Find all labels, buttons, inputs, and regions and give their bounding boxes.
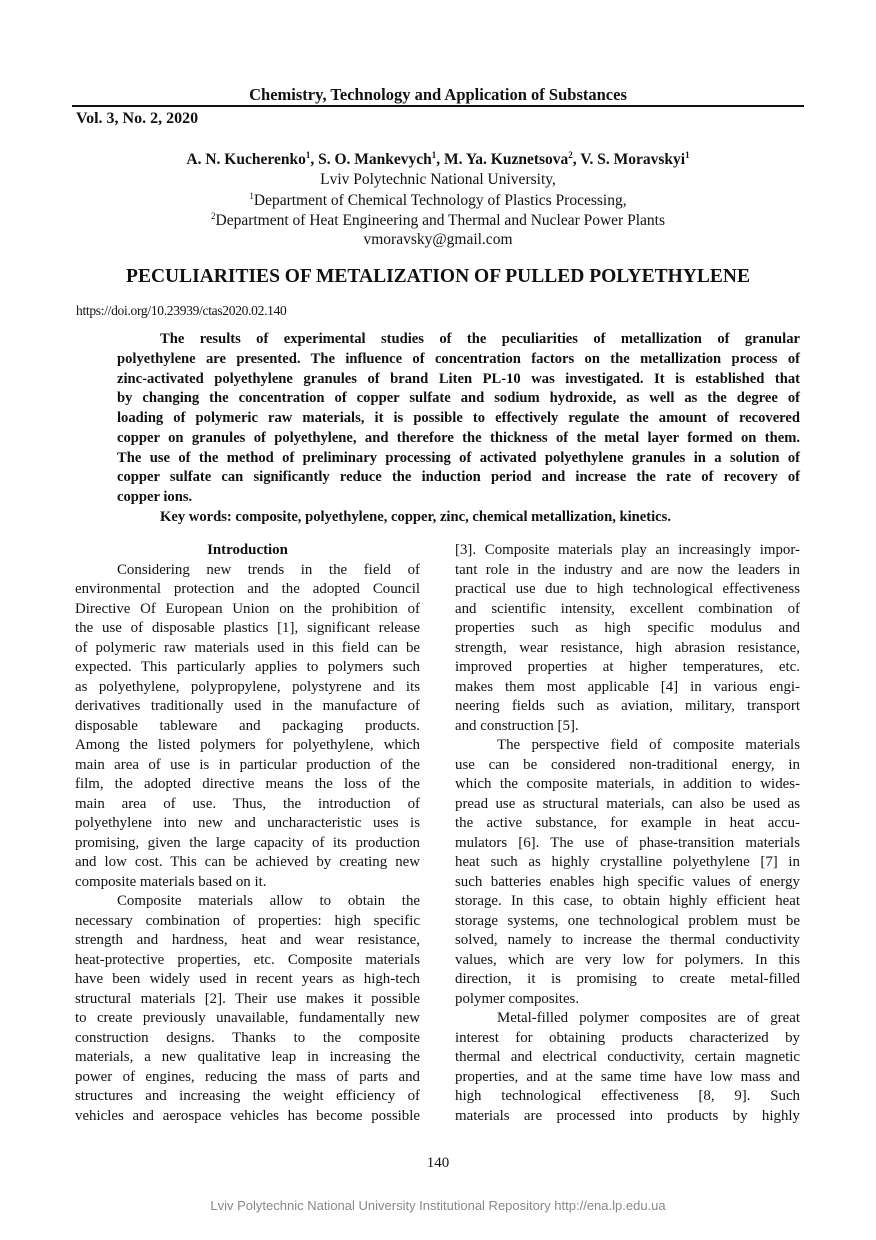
abstract-line: copper on granules of polyethylene, and therefore the thickness of the metal layer formed on them. xyxy=(117,429,800,446)
paragraph-line: mulators [6]. The use of phase-transition materials xyxy=(455,834,800,851)
paragraph-line: neering fields such as aviation, military, transport xyxy=(455,698,800,714)
paragraph-line: storage systems, one technological problem must be xyxy=(455,912,800,929)
paragraph-line: composite materials based on it. xyxy=(75,873,267,890)
paragraph-line: environmental protection and the adopted Council xyxy=(75,581,420,597)
affiliation-mark: 1 xyxy=(305,150,311,160)
paragraph-line: of polymeric raw materials used in this field can be xyxy=(75,639,420,656)
paragraph-line: high technological effectiveness [8, 9]. Such xyxy=(455,1088,800,1104)
paragraph-line: main area of use. Thus, the introduction of xyxy=(75,795,420,812)
department-2-text: Department of Heat Engineering and Thermal and Nuclear Power Plants xyxy=(215,212,665,230)
paragraph-line: materials are processed into products by highly xyxy=(455,1107,800,1124)
paragraph-line: [3]. Composite materials play an increasingly impor- xyxy=(455,542,800,558)
paragraph-line: derivatives traditionally used in the manufacture of xyxy=(75,698,420,714)
paragraph-line: values, which are very low for polymers. In this xyxy=(455,951,800,968)
abstract-line: loading of polymeric raw materials, it is possible to effectively regulate the amount of recovered xyxy=(117,410,800,426)
paragraph-line: such batteries enables high specific values of energy xyxy=(455,873,800,890)
paragraph-line: heat such as highly crystalline polyethylene [7] in xyxy=(455,854,800,870)
paragraph-line: the use of disposable plastics [1], significant release xyxy=(75,620,420,636)
abstract-line: by changing the concentration of copper sulfate and sodium hydroxide, as well as the degree of xyxy=(117,390,800,407)
paragraph-line: thermal and electrical conductivity, certain magnetic xyxy=(455,1049,800,1065)
paragraph-line: direction, it is promising to create metal-filled xyxy=(455,971,800,987)
email[interactable]: vmoravsky@gmail.com xyxy=(363,231,513,248)
paragraph-line: main area of use is in particular production of the xyxy=(75,756,420,773)
department-1 xyxy=(0,191,876,210)
paragraph-line: and construction [5]. xyxy=(455,717,579,734)
paragraph-line: strength, wear resistance, high abrasion resistance, xyxy=(455,639,800,656)
volume-info: Vol. 3, No. 2, 2020 xyxy=(76,110,199,127)
paragraph-line: the active substance, for example in heat accu- xyxy=(455,815,800,831)
doi-link[interactable]: https://doi.org/10.23939/ctas2020.02.140 xyxy=(76,303,287,318)
affiliation-mark: 2 xyxy=(211,211,216,221)
affiliation-mark: 2 xyxy=(568,150,573,160)
keywords: Key words: composite, polyethylene, copper, zinc, chemical metallization, kinetics. xyxy=(160,509,671,525)
paragraph-line: solved, namely to increase the thermal conductivity xyxy=(455,932,800,948)
paragraph-line: properties such as high specific modulus and xyxy=(455,620,800,636)
paragraph-line: Considering new trends in the field of xyxy=(117,561,420,578)
paragraph-line: and scientific intensity, excellent combination of xyxy=(455,600,800,617)
paragraph-line: improved properties at higher temperatures, etc. xyxy=(455,659,800,675)
abstract-line: copper ions. xyxy=(117,489,193,505)
paragraph-line: disposable tableware and packaging products. xyxy=(75,717,420,734)
department-2 xyxy=(0,211,876,230)
abstract-line: The use of the method of preliminary processing of activated polyethylene granules in a solution of xyxy=(117,449,800,466)
paragraph-line: pread use as structural materials, can also be used as xyxy=(455,795,800,812)
paragraph-line: film, the adopted directive means the loss of the xyxy=(75,776,420,792)
abstract-line: The results of experimental studies of the peculiarities of metallization of granular xyxy=(160,331,800,347)
section-heading: Introduction xyxy=(207,542,288,558)
author: V. S. Moravskyi xyxy=(580,151,686,169)
paragraph-line: storage. In this case, to obtain highly efficient heat xyxy=(455,893,800,909)
paragraph-line: vehicles and aerospace vehicles has become possible xyxy=(75,1107,420,1124)
paragraph-line: Directive Of European Union on the prohibition of xyxy=(75,600,420,617)
journal-title: Chemistry, Technology and Application of Substances xyxy=(249,85,627,104)
paragraph-line: makes them most applicable [4] in various engi- xyxy=(455,678,800,695)
paragraph-line: use can be considered non-traditional energy, in xyxy=(455,756,800,773)
author: A. N. Kucherenko xyxy=(186,151,306,169)
paragraph-line: which the composite materials, in addition to wides- xyxy=(455,776,800,792)
paragraph-line: strength and hardness, heat and wear resistance, xyxy=(75,932,420,948)
abstract-line: copper sulfate can significantly reduce the induction period and increase the rate of recovery of xyxy=(117,469,800,486)
university: Lviv Polytechnic National University, xyxy=(320,171,556,188)
paragraph-line: Composite materials allow to obtain the xyxy=(117,893,420,909)
paragraph-line: materials, a new qualitative leap in increasing the xyxy=(75,1049,420,1065)
paragraph-line: The perspective field of composite materials xyxy=(497,737,800,753)
affiliation-mark: 1 xyxy=(249,191,254,201)
paragraph-line: interest for obtaining products characterized by xyxy=(455,1029,800,1046)
paragraph-line: structural materials [2]. Their use makes it possible xyxy=(75,990,420,1007)
author: M. Ya. Kuznetsova xyxy=(444,151,569,169)
paragraph-line: heat-protective properties, etc. Composite materials xyxy=(75,951,420,968)
affiliation-mark: 1 xyxy=(685,150,690,160)
paragraph-line: power of engines, reducing the mass of parts and xyxy=(75,1068,420,1085)
paragraph-line: properties, and at the same time have low mass and xyxy=(455,1068,800,1085)
page-number: 140 xyxy=(426,1155,450,1171)
affiliation-mark: 1 xyxy=(431,150,437,160)
paragraph-line: to create previously unavailable, fundamentally new xyxy=(75,1010,420,1026)
paragraph-line: and low cost. This can be achieved by creating new xyxy=(75,854,420,870)
paragraph-line: practical use due to high technological effectiveness xyxy=(455,581,800,597)
paragraph-line: necessary combination of properties: high specific xyxy=(75,912,420,929)
abstract-line: zinc-activated polyethylene granules of brand Liten PL-10 was investigated. It is established that xyxy=(117,370,800,387)
abstract-line: polyethylene are presented. The influence of concentration factors on the metallization process of xyxy=(117,350,800,367)
paper-title: PECULIARITIES OF METALIZATION OF PULLED POLYETHYLENE xyxy=(126,266,750,287)
paragraph-line: Metal-filled polymer composites are of great xyxy=(497,1010,800,1026)
department-1-text: Department of Chemical Technology of Plastics Processing, xyxy=(253,192,627,210)
paragraph-line: expected. This particularly applies to polymers such xyxy=(75,659,420,675)
paragraph-line: have been widely used in recent years as high-tech xyxy=(75,971,420,987)
paragraph-line: polymer composites. xyxy=(455,990,580,1007)
author-list: A. N. Kucherenko$^1$, S. O. Mankevych$^1$, M. Ya. Kuznetsova$^2$, V. S. Moravskyi$^1$ xyxy=(186,150,690,169)
paragraph-line: polyethylene into new and uncharacteristic uses is xyxy=(75,815,420,831)
paragraph-line: structures and increasing the weight efficiency of xyxy=(75,1088,420,1104)
paragraph-line: as polyethylene, polypropylene, polystyrene and its xyxy=(75,678,420,695)
paragraph-line: promising, given the large capacity of its production xyxy=(75,834,420,851)
repository-footer: Lviv Polytechnic National University Institutional Repository http://ena.lp.edu.ua xyxy=(210,1198,666,1213)
paragraph-line: construction designs. Thanks to the composite xyxy=(75,1029,420,1046)
author: S. O. Mankevych xyxy=(318,151,432,169)
header-rule xyxy=(72,105,804,107)
paragraph-line: Among the listed polymers for polyethylene, which xyxy=(75,737,420,753)
paragraph-line: tant role in the industry and are now the leaders in xyxy=(455,561,800,578)
